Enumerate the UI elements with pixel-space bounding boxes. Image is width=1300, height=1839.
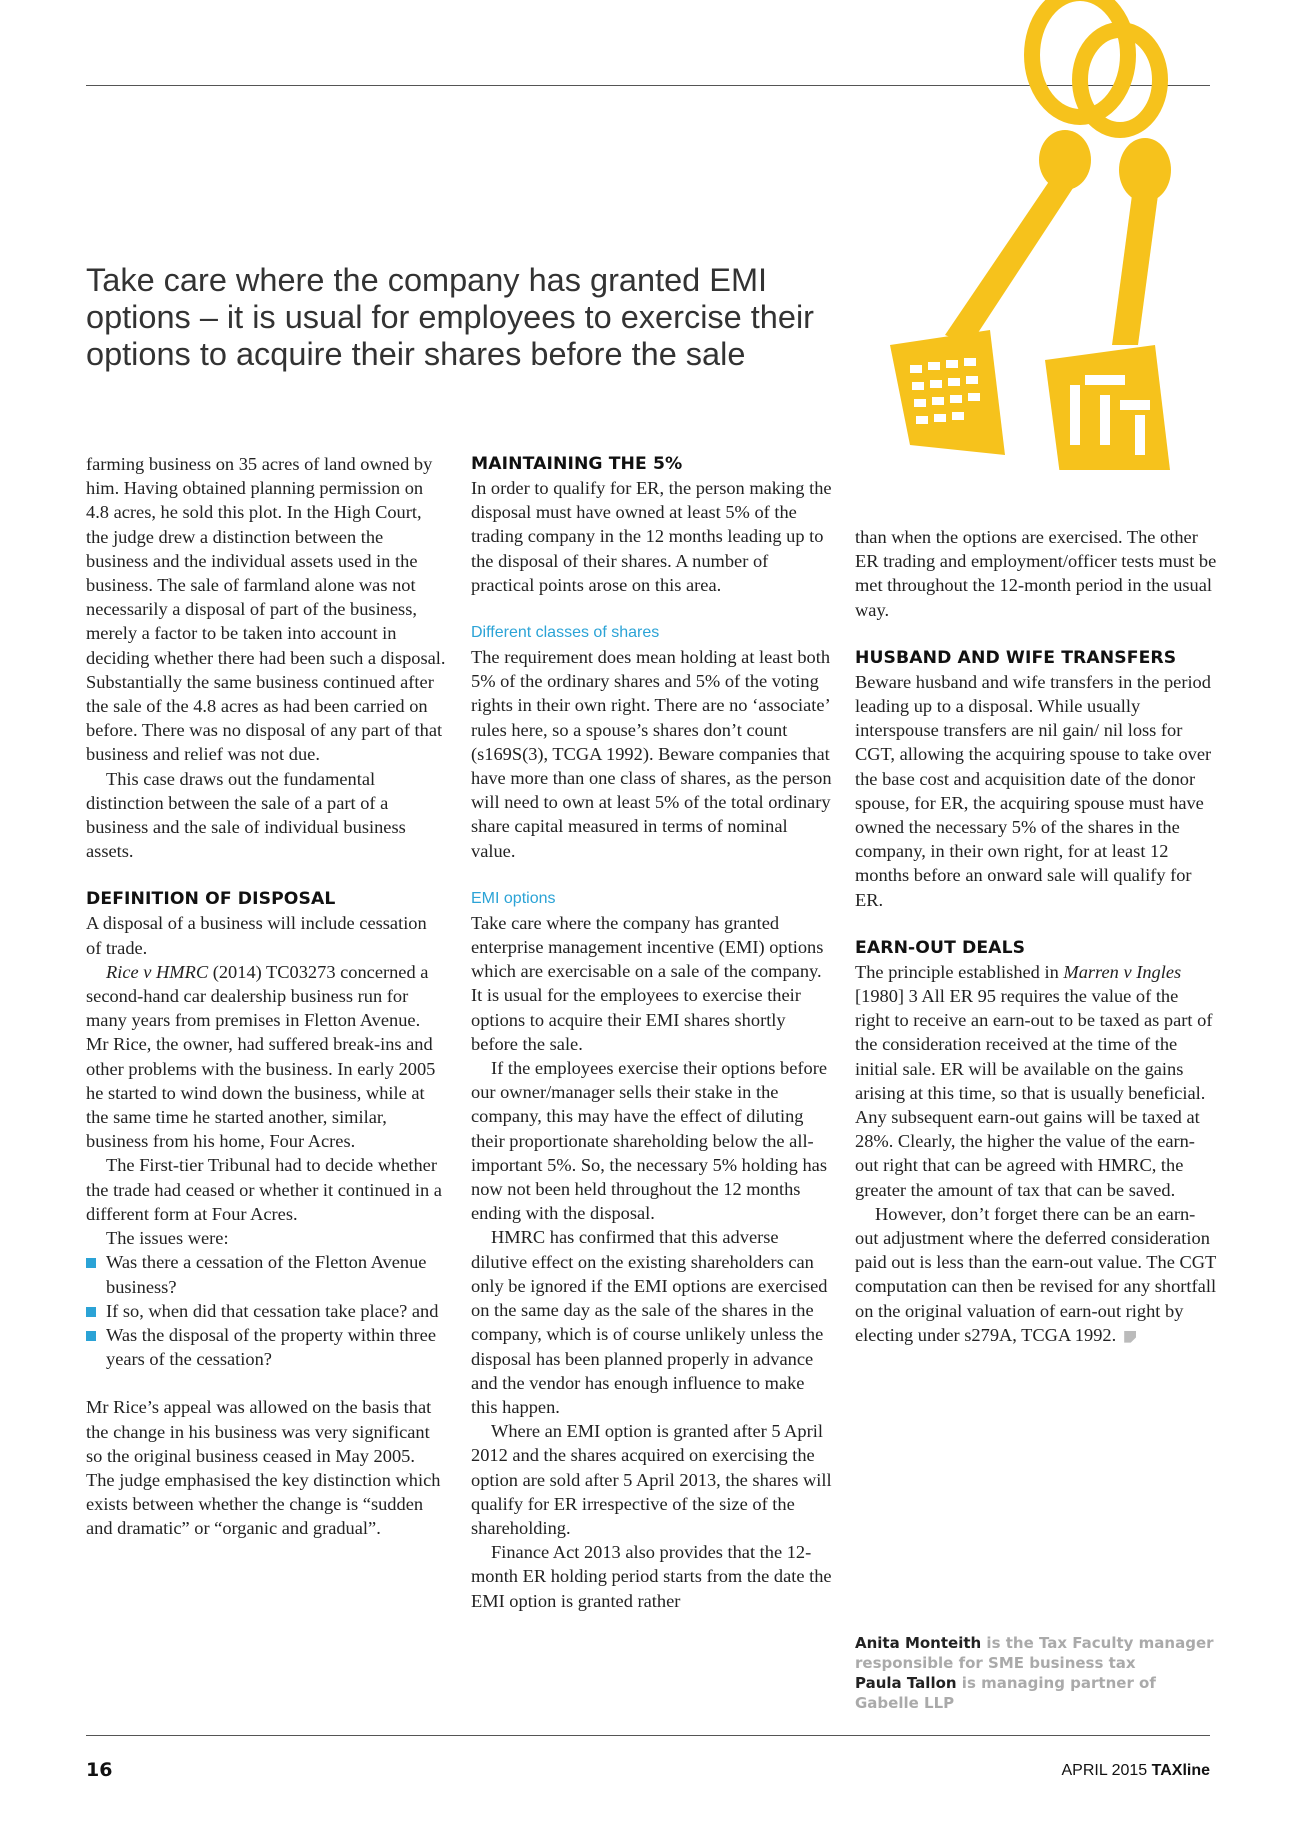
paragraph: A disposal of a business will include cessation of trade. <box>86 913 427 958</box>
paragraph: HMRC has confirmed that this adverse dilutive effect on the existing shareholders can only be ignored if the EMI options are exercised on the same day as the sale of the shares in the company, which is of course unlikely unless the disposal has been planned properly in advance and the vendor has enough influence to make this happen. <box>471 1227 828 1417</box>
paragraph: However, don’t forget there can be an earn-out adjustment where the deferred consideration paid out is less than the earn-out value. The CGT computation can then be revised for any shortfall on the original valuation of earn-out right by electing under s279A, TCGA 1992. <box>855 1203 1217 1345</box>
paragraph: farming business on 35 acres of land owned by him. Having obtained planning permission on 4.8 acres, he sold this plot. In the High Court, the judge drew a distinction between the business and the individual assets used in the business. The sale of farmland alone was not necessarily a disposal of part of the business, merely a factor to be taken into account in deciding whether there had been such a disposal. Substantially the same business continued after the sale of the 4.8 acres as had been carried on before. There was no disposal of any part of that business and relief was not due. <box>86 454 446 765</box>
column-3 <box>855 525 1217 1347</box>
column-1 <box>86 452 446 1541</box>
column-2 <box>471 452 833 1613</box>
page-number: 16 <box>86 1759 113 1781</box>
pull-quote: Take care where the company has granted EMI options – it is usual for employees to exercise their options to acquire their shares before the sale <box>86 262 814 372</box>
magazine-name: TAXline <box>1151 1762 1210 1779</box>
square-bullet-icon <box>86 1258 96 1268</box>
list-item: If so, when did that cessation take place? and <box>86 1299 446 1323</box>
heading-husband-wife: HUSBAND AND WIFE TRANSFERS <box>855 647 1177 668</box>
paragraph-marren-case: The principle established in Marren v Ingles [1980] 3 All ER 95 requires the value of the right to receive an earn-out to be taxed as part of the consideration received at the time of the initial sale. ER will be available on the gains arising at this time, so that is usually beneficial. Any subsequent earn-out gains will be taxed at 28%. Clearly, the higher the value of the earn-out right that can be agreed with HMRC, the greater the amount of tax that can be saved. <box>855 961 1213 1200</box>
author-bios <box>855 1633 1215 1713</box>
issue-line: APRIL 2015 TAXline <box>1061 1762 1210 1779</box>
bottom-rule <box>86 1735 1210 1736</box>
subheading-different-classes: Different classes of shares <box>471 624 660 642</box>
case-name: Rice v HMRC <box>106 961 209 982</box>
list-item: Was there a cessation of the Fletton Avenue business? <box>86 1250 446 1298</box>
square-bullet-icon <box>86 1331 96 1341</box>
paragraph: In order to qualify for ER, the person making the disposal must have owned at least 5% of the trading company in the 12 months leading up to the disposal of their shares. A number of practical points arose on this area. <box>471 478 832 595</box>
paragraph: The requirement does mean holding at least both 5% of the ordinary shares and 5% of the voting rights in their own right. There are no ‘associate’ rules here, so a spouse’s shares don’t count (s169S(3), TCGA 1992). Beware companies that have more than one class of shares, as the person will need to own at least 5% of the total ordinary share capital measured in terms of nominal value. <box>471 647 832 861</box>
paragraph: Where an EMI option is granted after 5 April 2012 and the shares acquired on exercising the option are sold after 5 April 2013, the shares will qualify for ER irrespective of the size of the shareholding. <box>471 1421 832 1538</box>
author-bio: Paula Tallon is managing partner of Gabelle LLP <box>855 1674 1156 1712</box>
author-bio: Anita Monteith is the Tax Faculty manager responsible for SME business tax <box>855 1634 1214 1672</box>
paragraph: than when the options are exercised. The other ER trading and employment/officer tests must be met throughout the 12-month period in the usual way. <box>855 527 1217 620</box>
case-name: Marren v Ingles <box>1063 961 1182 982</box>
square-bullet-icon <box>86 1307 96 1317</box>
paragraph: Beware husband and wife transfers in the period leading up to a disposal. While usually interspouse transfers are nil gain/ nil loss for CGT, allowing the acquiring spouse to take over the base cost and acquisition date of the donor spouse, for ER, the acquiring spouse must have owned the necessary 5% of the shares in the company, in their own right, for at least 12 months before an onward sale will qualify for ER. <box>855 671 1212 910</box>
issues-list <box>86 1250 446 1371</box>
subheading-emi-options: EMI options <box>471 889 556 907</box>
heading-earn-out: EARN-OUT DEALS <box>855 937 1026 958</box>
author-name: Anita Monteith <box>855 1634 982 1652</box>
paragraph: Take care where the company has granted enterprise management incentive (EMI) options which are exercisable on a sale of the company. It is usual for the employees to exercise their options to acquire their EMI shares shortly before the sale. <box>471 912 824 1054</box>
paragraph: This case draws out the fundamental distinction between the sale of a part of a business and the sale of individual business assets. <box>86 768 406 862</box>
key-ring-icon <box>1032 0 1160 130</box>
paragraph: The issues were: <box>106 1228 229 1249</box>
paragraph: If the employees exercise their options before our owner/manager sells their stake in the company, this may have the effect of diluting their proportionate shareholding below the all-important 5%. So, the necessary 5% holding has now not been held throughout the 12 months ending with the disposal. <box>471 1058 828 1224</box>
heading-definition-of-disposal: DEFINITION OF DISPOSAL <box>86 889 336 910</box>
author-name: Paula Tallon <box>855 1674 957 1692</box>
paragraph: The First-tier Tribunal had to decide whether the trade had ceased or whether it continued in a different form at Four Acres. <box>86 1155 442 1224</box>
keys-illustration <box>870 0 1230 470</box>
heading-maintaining-5: MAINTAINING THE 5% <box>471 454 683 474</box>
paragraph: Finance Act 2013 also provides that the 12-month ER holding period starts from the date the EMI option is granted rather <box>471 1542 832 1611</box>
list-item: Was the disposal of the property within three years of the cessation? <box>86 1323 446 1371</box>
paragraph: Mr Rice’s appeal was allowed on the basis that the change in his business was very significant so the original business ceased in May 2005. The judge emphasised the key distinction which exists between whether the change is “sudden and dramatic” or “organic and gradual”. <box>86 1397 441 1539</box>
paragraph-rice-case: Rice v HMRC (2014) TC03273 concerned a second-hand car dealership business run for many years from premises in Fletton Avenue. Mr Rice, the owner, had suffered break-ins and other problems with the business. In early 2005 he started to wind down the business, while at the same time he started another, similar, business from his home, Four Acres. <box>86 961 436 1152</box>
end-mark-icon <box>1124 1331 1136 1343</box>
